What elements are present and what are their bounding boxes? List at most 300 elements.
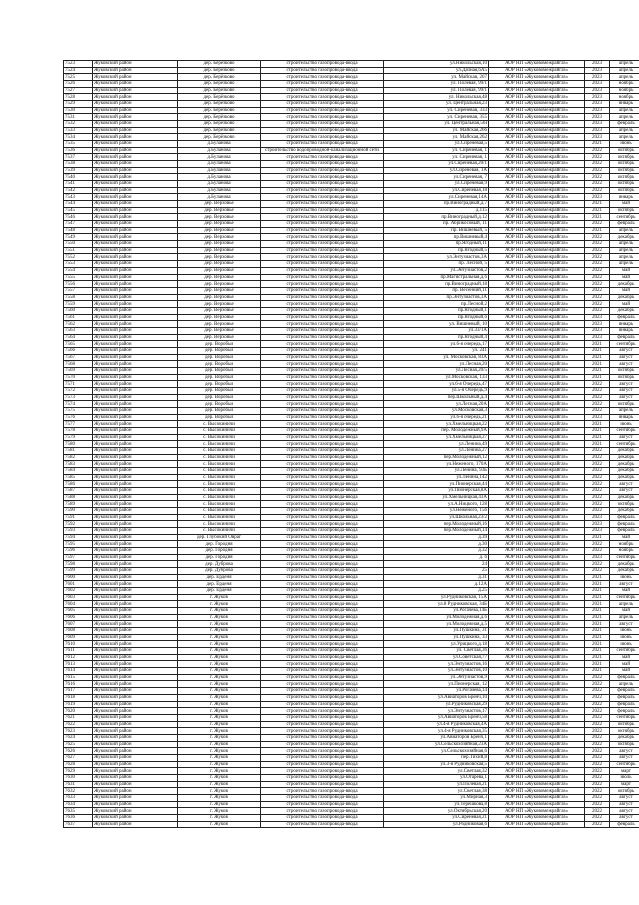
address-cell: ул.Рудниковская, 15А bbox=[384, 594, 489, 601]
table-row bbox=[64, 341, 639, 348]
work-type-cell: строительство газопровода-ввода bbox=[261, 674, 384, 681]
address-cell: пр.Ягодный,6 bbox=[384, 314, 489, 321]
district-cell: Жуковский район bbox=[93, 708, 178, 715]
table-row bbox=[64, 387, 639, 394]
month-cell: апрель bbox=[610, 107, 639, 114]
year-cell: 2021 bbox=[585, 141, 610, 148]
year-cell: 2022 bbox=[585, 387, 610, 394]
address-cell: пр. Весенний,11 bbox=[384, 287, 489, 294]
work-type-cell: строительство газопровода-ввода bbox=[261, 167, 384, 174]
table-row bbox=[64, 708, 639, 715]
work-type-cell: строительство газопровода-ввода bbox=[261, 421, 384, 428]
year-cell: 2022 bbox=[585, 781, 610, 788]
address-cell: ул. Майская, 267 bbox=[384, 74, 489, 81]
row-number: 7594 bbox=[64, 534, 93, 541]
district-cell: Жуковский район bbox=[93, 654, 178, 661]
address-cell: пер. Молодежный,9А bbox=[384, 427, 489, 434]
district-cell: Жуковский район bbox=[93, 621, 178, 628]
work-type-cell: строительство газопровода-ввода bbox=[261, 247, 384, 254]
district-cell: Жуковский район bbox=[93, 274, 178, 281]
address-cell: ул. Сиреневая, 333 bbox=[384, 107, 489, 114]
row-number: 7539 bbox=[64, 167, 93, 174]
row-number: 7558 bbox=[64, 294, 93, 301]
month-cell: сентябрь bbox=[610, 594, 639, 601]
district-cell: Жуковский район bbox=[93, 521, 178, 528]
month-cell: апрель bbox=[610, 127, 639, 134]
row-number: 7621 bbox=[64, 714, 93, 721]
address-cell: ул.Сиреневая,14А bbox=[384, 194, 489, 201]
row-number: 7636 bbox=[64, 814, 93, 821]
table-row bbox=[64, 427, 639, 434]
year-cell: 2022 bbox=[585, 681, 610, 688]
locality-cell: г. Жуков bbox=[178, 674, 261, 681]
work-type-cell: строительство газопровода-ввода bbox=[261, 774, 384, 781]
district-cell: Жуковский район bbox=[93, 187, 178, 194]
row-number: 7619 bbox=[64, 701, 93, 708]
organization-cell: АОР НП «Жуковомежрайгаз» bbox=[489, 167, 585, 174]
organization-cell: АОР НП «Жуковомежрайгаз» bbox=[489, 601, 585, 608]
table-row bbox=[64, 154, 639, 161]
locality-cell: дер. Верховье bbox=[178, 201, 261, 208]
year-cell: 2021 bbox=[585, 634, 610, 641]
month-cell: сентябрь bbox=[610, 648, 639, 655]
work-type-cell: строительство газопровода-ввода bbox=[261, 114, 384, 121]
year-cell: 2022 bbox=[585, 454, 610, 461]
address-cell: ул.Энтузиастов,17 bbox=[384, 708, 489, 715]
row-number: 7628 bbox=[64, 761, 93, 768]
table-row bbox=[64, 734, 639, 741]
organization-cell: АОР НП «Жуковомежрайгаз» bbox=[489, 434, 585, 441]
work-type-cell: строительство газопровода-ввода bbox=[261, 801, 384, 808]
locality-cell: г. Жуков bbox=[178, 801, 261, 808]
organization-cell: АОР НП «Жуковомежрайгаз» bbox=[489, 294, 585, 301]
district-cell: Жуковский район bbox=[93, 481, 178, 488]
table-row bbox=[64, 481, 639, 488]
month-cell: декабрь bbox=[610, 307, 639, 314]
organization-cell: АОР НП «Жуковомежрайгаз» bbox=[489, 354, 585, 361]
table-row bbox=[64, 574, 639, 581]
work-type-cell: строительство газопровода-ввода bbox=[261, 481, 384, 488]
row-number: 7559 bbox=[64, 301, 93, 308]
locality-cell: дер. Берёзково bbox=[178, 87, 261, 94]
table-row bbox=[64, 327, 639, 334]
locality-cell: г. Жуков bbox=[178, 661, 261, 668]
locality-cell: г. Жуков bbox=[178, 668, 261, 675]
work-type-cell: строительство газопровода-ввода bbox=[261, 454, 384, 461]
row-number: 7597 bbox=[64, 554, 93, 561]
organization-cell: АОР НП «Жуковомежрайгаз» bbox=[489, 127, 585, 134]
row-number: 7615 bbox=[64, 674, 93, 681]
year-cell: 2021 bbox=[585, 628, 610, 635]
organization-cell: АОР НП «Жуковомежрайгаз» bbox=[489, 81, 585, 88]
organization-cell: АОР НП «Жуковомежрайгаз» bbox=[489, 554, 585, 561]
work-type-cell: строительство газопровода-ввода bbox=[261, 234, 384, 241]
district-cell: Жуковский район bbox=[93, 154, 178, 161]
year-cell: 2022 bbox=[585, 394, 610, 401]
row-number: 7589 bbox=[64, 501, 93, 508]
year-cell: 2021 bbox=[585, 621, 610, 628]
address-cell: пер.Тихий,8 bbox=[384, 754, 489, 761]
work-type-cell: строительство газопровода-ввода bbox=[261, 281, 384, 288]
address-cell: ул.Авиаторов Бренч,58 bbox=[384, 714, 489, 721]
district-cell: Жуковский район bbox=[93, 421, 178, 428]
row-number: 7545 bbox=[64, 207, 93, 214]
month-cell: август bbox=[610, 387, 639, 394]
district-cell: Жуковский район bbox=[93, 588, 178, 595]
organization-cell: АОР НП «Жуковомежрайгаз» bbox=[489, 668, 585, 675]
table-row bbox=[64, 141, 639, 148]
work-type-cell: строительство водопроводной-канализационной сети bbox=[261, 147, 384, 154]
table-row bbox=[64, 347, 639, 354]
month-cell: декабрь bbox=[610, 561, 639, 568]
table-row bbox=[64, 174, 639, 181]
row-number: 7605 bbox=[64, 608, 93, 615]
year-cell: 2022 bbox=[585, 568, 610, 575]
organization-cell: АОР НП «Жуковомежрайгаз» bbox=[489, 427, 585, 434]
organization-cell: АОР НП «Жуковомежрайгаз» bbox=[489, 261, 585, 268]
address-cell: ул.А.Ницкого, 128 bbox=[384, 501, 489, 508]
locality-cell: д.Буланова bbox=[178, 187, 261, 194]
table-row bbox=[64, 714, 639, 721]
table-row bbox=[64, 241, 639, 248]
address-cell: пр.Ягодный,5 bbox=[384, 247, 489, 254]
year-cell: 2021 bbox=[585, 374, 610, 381]
table-row bbox=[64, 728, 639, 735]
row-number: 7595 bbox=[64, 541, 93, 548]
month-cell: август bbox=[610, 621, 639, 628]
year-cell: 2022 bbox=[585, 768, 610, 775]
organization-cell: АОР НП «Жуковомежрайгаз» bbox=[489, 514, 585, 521]
month-cell: август bbox=[610, 361, 639, 368]
address-cell: ул.5-я Очередь,9 bbox=[384, 387, 489, 394]
month-cell: февраль bbox=[610, 528, 639, 535]
locality-cell: дер. Воробьи bbox=[178, 367, 261, 374]
organization-cell: АОР НП «Жуковомежрайгаз» bbox=[489, 221, 585, 228]
locality-cell: дер. Воробьи bbox=[178, 407, 261, 414]
address-cell: ул.Сиреневая,9 bbox=[384, 181, 489, 188]
locality-cell: дер. Дуброва bbox=[178, 561, 261, 568]
row-number: 7554 bbox=[64, 267, 93, 274]
month-cell: январь bbox=[610, 414, 639, 421]
month-cell: февраль bbox=[610, 121, 639, 128]
table-row bbox=[64, 247, 639, 254]
month-cell: апрель bbox=[610, 241, 639, 248]
organization-cell: АОР НП «Жуковомежрайгаз» bbox=[489, 467, 585, 474]
month-cell: август bbox=[610, 808, 639, 815]
row-number: 7614 bbox=[64, 668, 93, 675]
year-cell: 2021 bbox=[585, 361, 610, 368]
address-cell: ул.Рогачева,14Б bbox=[384, 608, 489, 615]
year-cell: 2023 bbox=[585, 194, 610, 201]
locality-cell: д.Буланова bbox=[178, 141, 261, 148]
work-type-cell: строительство газопровода-ввода bbox=[261, 101, 384, 108]
address-cell: д.39 bbox=[384, 534, 489, 541]
table-row bbox=[64, 761, 639, 768]
locality-cell: дер. Берёзково bbox=[178, 121, 261, 128]
organization-cell: АОР НП «Жуковомежрайгаз» bbox=[489, 808, 585, 815]
month-cell: октябрь bbox=[610, 788, 639, 795]
district-cell: Жуковский район bbox=[93, 87, 178, 94]
district-cell: Жуковский район bbox=[93, 601, 178, 608]
organization-cell: АОР НП «Жуковомежрайгаз» bbox=[489, 461, 585, 468]
locality-cell: дер. Воробьи bbox=[178, 361, 261, 368]
work-type-cell: строительство газопровода-ввода bbox=[261, 327, 384, 334]
work-type-cell: строительство газопровода-ввода bbox=[261, 87, 384, 94]
district-cell: Жуковский район bbox=[93, 748, 178, 755]
locality-cell: дер. Берёзково bbox=[178, 101, 261, 108]
address-cell: ул.Терешкова,8 bbox=[384, 801, 489, 808]
organization-cell: АОР НП «Жуковомежрайгаз» bbox=[489, 528, 585, 535]
document-page bbox=[63, 60, 636, 880]
table-row bbox=[64, 361, 639, 368]
row-number: 7581 bbox=[64, 447, 93, 454]
table-row bbox=[64, 61, 639, 68]
district-cell: Жуковский район bbox=[93, 294, 178, 301]
address-cell: ул. Вишневый, 10 bbox=[384, 321, 489, 328]
table-row bbox=[64, 461, 639, 468]
district-cell: Жуковский район bbox=[93, 508, 178, 515]
locality-cell: д.Буланова bbox=[178, 154, 261, 161]
district-cell: Жуковский район bbox=[93, 181, 178, 188]
year-cell: 2022 bbox=[585, 407, 610, 414]
table-row bbox=[64, 541, 639, 548]
table-row bbox=[64, 74, 639, 81]
row-number: 7524 bbox=[64, 67, 93, 74]
locality-cell: дер. Верховье bbox=[178, 301, 261, 308]
table-row bbox=[64, 808, 639, 815]
address-cell: ул.Дачная,6А5 bbox=[384, 67, 489, 74]
year-cell: 2021 bbox=[585, 601, 610, 608]
row-number: 7598 bbox=[64, 561, 93, 568]
year-cell: 2023 bbox=[585, 127, 610, 134]
work-type-cell: строительство газопровода-ввода bbox=[261, 654, 384, 661]
district-cell: Жуковский район bbox=[93, 127, 178, 134]
row-number: 7536 bbox=[64, 147, 93, 154]
locality-cell: г. Жуков bbox=[178, 761, 261, 768]
table-row bbox=[64, 781, 639, 788]
locality-cell: г. Жуков bbox=[178, 594, 261, 601]
work-type-cell: строительство газопровода-ввода bbox=[261, 427, 384, 434]
locality-cell: г. Жуков bbox=[178, 634, 261, 641]
address-cell: ул.Пушкина, 31 bbox=[384, 628, 489, 635]
table-row bbox=[64, 367, 639, 374]
district-cell: Жуковский район bbox=[93, 761, 178, 768]
gas-connection-table bbox=[63, 60, 639, 828]
month-cell: апрель bbox=[610, 114, 639, 121]
year-cell: 2022 bbox=[585, 247, 610, 254]
year-cell: 2022 bbox=[585, 461, 610, 468]
year-cell: 2021 bbox=[585, 661, 610, 668]
work-type-cell: строительство газопровода-ввода bbox=[261, 634, 384, 641]
district-cell: Жуковский район bbox=[93, 261, 178, 268]
table-row bbox=[64, 261, 639, 268]
organization-cell: АОР НП «Жуковомежрайгаз» bbox=[489, 788, 585, 795]
month-cell: октябрь bbox=[610, 154, 639, 161]
work-type-cell: строительство газопровода-ввода bbox=[261, 261, 384, 268]
organization-cell: АОР НП «Жуковомежрайгаз» bbox=[489, 588, 585, 595]
month-cell: декабрь bbox=[610, 734, 639, 741]
year-cell: 2023 bbox=[585, 134, 610, 141]
year-cell: 2022 bbox=[585, 401, 610, 408]
month-cell: март bbox=[610, 781, 639, 788]
work-type-cell: строительство газопровода-ввода bbox=[261, 688, 384, 695]
row-number: 7601 bbox=[64, 581, 93, 588]
table-row bbox=[64, 534, 639, 541]
locality-cell: с. Высокиничи bbox=[178, 467, 261, 474]
table-row bbox=[64, 741, 639, 748]
district-cell: Жуковский район bbox=[93, 574, 178, 581]
table-row bbox=[64, 508, 639, 515]
address-cell: пр.Ягодный,4 bbox=[384, 334, 489, 341]
locality-cell: дер. Воробьи bbox=[178, 374, 261, 381]
row-number: 7583 bbox=[64, 461, 93, 468]
locality-cell: дер. Воробьи bbox=[178, 414, 261, 421]
locality-cell: дер. Верховье bbox=[178, 274, 261, 281]
row-number: 7604 bbox=[64, 601, 93, 608]
year-cell: 2022 bbox=[585, 381, 610, 388]
year-cell: 2022 bbox=[585, 274, 610, 281]
address-cell: ул. Светлая,36 bbox=[384, 648, 489, 655]
locality-cell: с. Высокиничи bbox=[178, 481, 261, 488]
work-type-cell: строительство газопровода-ввода bbox=[261, 227, 384, 234]
month-cell: октябрь bbox=[610, 721, 639, 728]
address-cell: ул.Ленина,27 bbox=[384, 447, 489, 454]
district-cell: Жуковский район bbox=[93, 441, 178, 448]
locality-cell: г. Жуков bbox=[178, 621, 261, 628]
address-cell: ул. Московская, 83А bbox=[384, 354, 489, 361]
address-cell: ул.Сиреневая,20/1 bbox=[384, 161, 489, 168]
work-type-cell: строительство газопровода-ввода bbox=[261, 588, 384, 595]
work-type-cell: строительство газопровода-ввода bbox=[261, 314, 384, 321]
table-row bbox=[64, 501, 639, 508]
district-cell: Жуковский район bbox=[93, 494, 178, 501]
row-number: 7586 bbox=[64, 481, 93, 488]
year-cell: 2022 bbox=[585, 147, 610, 154]
row-number: 7617 bbox=[64, 688, 93, 695]
work-type-cell: строительство газопровода-ввода bbox=[261, 781, 384, 788]
month-cell: декабрь bbox=[610, 494, 639, 501]
row-number: 7543 bbox=[64, 194, 93, 201]
table-row bbox=[64, 648, 639, 655]
address-cell: ул.Авиаторов Бренч,10 bbox=[384, 694, 489, 701]
organization-cell: АОР НП «Жуковомежрайгаз» bbox=[489, 441, 585, 448]
address-cell: ул. Центральная,56І bbox=[384, 121, 489, 128]
locality-cell: дер. Воробьи bbox=[178, 354, 261, 361]
address-cell: пр.Виноградный,18 bbox=[384, 281, 489, 288]
organization-cell: АОР НП «Жуковомежрайгаз» bbox=[489, 454, 585, 461]
address-cell: ул.Сиреневая,5 bbox=[384, 141, 489, 148]
table-row bbox=[64, 654, 639, 661]
organization-cell: АОР НП «Жуковомежрайгаз» bbox=[489, 407, 585, 414]
locality-cell: дер. Верховье bbox=[178, 247, 261, 254]
work-type-cell: строительство газопровода-ввода bbox=[261, 501, 384, 508]
row-number: 7585 bbox=[64, 474, 93, 481]
table-row bbox=[64, 134, 639, 141]
year-cell: 2022 bbox=[585, 167, 610, 174]
organization-cell: АОР НП «Жуковомежрайгаз» bbox=[489, 761, 585, 768]
address-cell: 24 bbox=[384, 561, 489, 568]
work-type-cell: строительство газопровода-ввода bbox=[261, 307, 384, 314]
district-cell: Жуковский район bbox=[93, 467, 178, 474]
organization-cell: АОР НП «Жуковомежрайгаз» bbox=[489, 594, 585, 601]
month-cell: май bbox=[610, 654, 639, 661]
month-cell: январь bbox=[610, 321, 639, 328]
month-cell: сентябрь bbox=[610, 427, 639, 434]
row-number: 7631 bbox=[64, 781, 93, 788]
district-cell: Жуковский район bbox=[93, 454, 178, 461]
address-cell: ул.Октябрьская,20 bbox=[384, 808, 489, 815]
work-type-cell: строительство газопровода-ввода bbox=[261, 274, 384, 281]
table-row bbox=[64, 107, 639, 114]
district-cell: Жуковский район bbox=[93, 61, 178, 68]
table-row bbox=[64, 488, 639, 495]
organization-cell: АОР НП «Жуковомежрайгаз» bbox=[489, 801, 585, 808]
organization-cell: АОР НП «Жуковомежрайгаз» bbox=[489, 628, 585, 635]
work-type-cell: строительство газопровода-ввода bbox=[261, 574, 384, 581]
district-cell: Жуковский район bbox=[93, 254, 178, 261]
year-cell: 2023 bbox=[585, 327, 610, 334]
table-body bbox=[64, 61, 639, 828]
row-number: 7580 bbox=[64, 441, 93, 448]
year-cell: 2023 bbox=[585, 74, 610, 81]
year-cell: 2023 bbox=[585, 87, 610, 94]
district-cell: Жуковский район bbox=[93, 514, 178, 521]
work-type-cell: строительство газопровода-ввода bbox=[261, 488, 384, 495]
year-cell: 2021 bbox=[585, 641, 610, 648]
row-number: 7630 bbox=[64, 774, 93, 781]
work-type-cell: строительство газопровода-ввода bbox=[261, 708, 384, 715]
address-cell: ул. Никольская,48 bbox=[384, 94, 489, 101]
work-type-cell: строительство газопровода-ввода bbox=[261, 387, 384, 394]
district-cell: Жуковский район bbox=[93, 107, 178, 114]
address-cell: ул.Светлая,38 bbox=[384, 788, 489, 795]
year-cell: 2022 bbox=[585, 761, 610, 768]
month-cell: апрель bbox=[610, 227, 639, 234]
row-number: 7612 bbox=[64, 654, 93, 661]
row-number: 7587 bbox=[64, 488, 93, 495]
month-cell: февраль bbox=[610, 694, 639, 701]
district-cell: Жуковский район bbox=[93, 407, 178, 414]
address-cell: ул.Сиреневая, 1А bbox=[384, 167, 489, 174]
row-number: 7637 bbox=[64, 821, 93, 828]
organization-cell: АОР НП «Жуковомежрайгаз» bbox=[489, 187, 585, 194]
address-cell: ул. Полевая, 99/1 bbox=[384, 81, 489, 88]
table-row bbox=[64, 581, 639, 588]
year-cell: 2023 bbox=[585, 101, 610, 108]
month-cell: август bbox=[610, 354, 639, 361]
district-cell: Жуковский район bbox=[93, 541, 178, 548]
year-cell: 2023 bbox=[585, 94, 610, 101]
year-cell: 2022 bbox=[585, 287, 610, 294]
month-cell: январь bbox=[610, 327, 639, 334]
table-row bbox=[64, 788, 639, 795]
year-cell: 2021 bbox=[585, 608, 610, 615]
table-row bbox=[64, 381, 639, 388]
row-number: 7564 bbox=[64, 334, 93, 341]
organization-cell: АОР НП «Жуковомежрайгаз» bbox=[489, 87, 585, 94]
district-cell: Жуковский район bbox=[93, 341, 178, 348]
table-row bbox=[64, 267, 639, 274]
month-cell: октябрь bbox=[610, 501, 639, 508]
work-type-cell: строительство газопровода-ввода bbox=[261, 728, 384, 735]
locality-cell: дер. Верховье bbox=[178, 227, 261, 234]
month-cell: август bbox=[610, 488, 639, 495]
year-cell: 2022 bbox=[585, 741, 610, 748]
work-type-cell: строительство газопровода-ввода bbox=[261, 441, 384, 448]
work-type-cell: строительство газопровода-ввода bbox=[261, 721, 384, 728]
month-cell: декабрь bbox=[610, 568, 639, 575]
table-row bbox=[64, 754, 639, 761]
